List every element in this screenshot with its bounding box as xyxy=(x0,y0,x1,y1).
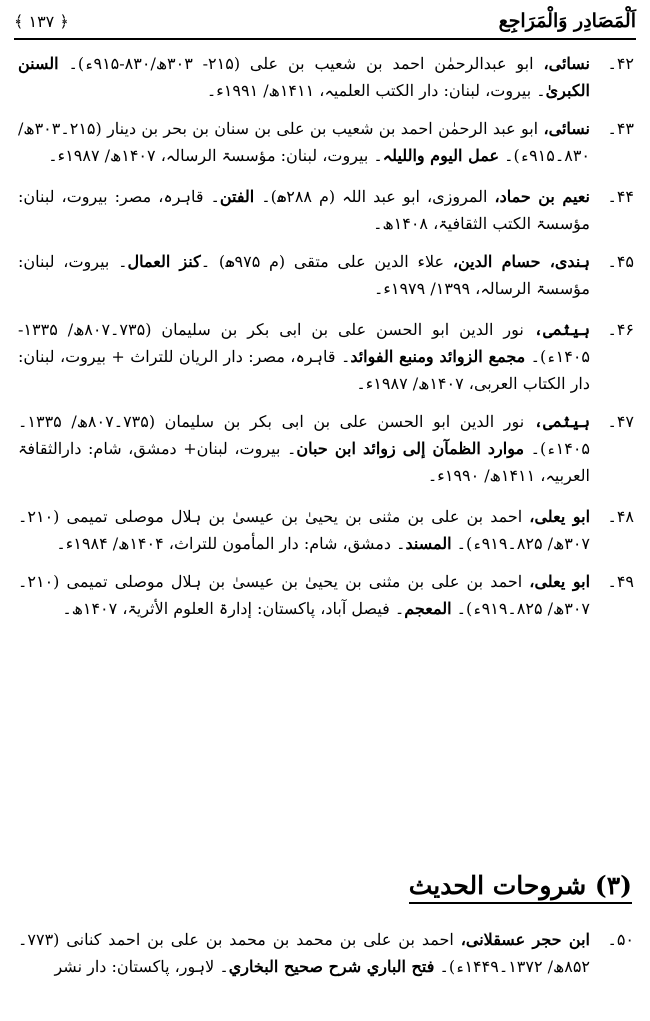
bibliography-entry xyxy=(18,183,634,237)
entry-number: ۴۷۔ xyxy=(607,412,634,431)
entry-publication: ۔ بیروت، لبنان: مؤسسۃ الرسالہ، ۱۴۰۷ھ/ ۱۹۸۷ء۔ xyxy=(48,146,383,165)
bibliography-entry xyxy=(18,115,634,169)
entry-author: ہندی، حسام الدین، xyxy=(452,252,591,271)
entry-details: احمد بن علی بن مثنی بن یحییٰ بن عیسیٰ بن ہلال موصلی تمیمی (۲۱۰۔۳۰۷ھ/ ۸۲۵۔۹۱۹ء)۔ xyxy=(18,572,590,618)
entry-number: ۴۵۔ xyxy=(607,252,634,271)
entry-number: ۴۲۔ xyxy=(607,54,634,73)
bibliography-entry xyxy=(18,926,634,980)
entry-publication: ۔ لاہور، پاکستان: دار نشر xyxy=(54,957,229,976)
entry-publication: ۔ بیروت، لبنان+ دمشق، شام: دارالثقافۃ العربیہ، ۱۴۱۱ھ/ ۱۹۹۰ء۔ xyxy=(18,439,590,485)
entry-work-title: السنن الکبریٰ xyxy=(18,54,590,100)
entry-number: ۴۳۔ xyxy=(607,119,634,138)
entry-author: نسائی، xyxy=(543,119,590,138)
entry-number: ۴۴۔ xyxy=(607,187,634,206)
entry-details: نور الدین ابو الحسن علی بن ابی بکر بن سلیمان (۷۳۵۔۸۰۷ھ/ ۱۳۳۵۔ ۱۴۰۵ء)۔ xyxy=(18,412,591,458)
entry-author: ہیثمی، xyxy=(533,412,591,431)
entry-text xyxy=(18,568,590,622)
bibliography-list xyxy=(18,50,634,633)
entry-author: ابو یعلی، xyxy=(529,507,591,526)
entry-text xyxy=(18,503,590,557)
bibliography-list-section xyxy=(18,926,634,991)
entry-publication: ۔ بیروت، لبنان: مؤسسۃ الرسالہ، ۱۳۹۹/ ۱۹۷۹ء۔ xyxy=(18,252,590,298)
entry-work-title: فتح الباري شرح صحیح البخاري xyxy=(228,957,435,976)
bibliography-entry xyxy=(18,503,634,557)
entry-details: المروزی، ابو عبد اللہ (م ۲۸۸ھ)۔ xyxy=(254,187,495,206)
entry-number: ۴۹۔ xyxy=(607,572,634,591)
header-title: اَلْمَصَادِر وَالْمَرَاجِع xyxy=(498,10,636,32)
entry-details: ابو عبد الرحمٰن احمد بن شعیب بن علی بن سنان بن بحر بن دینار (۲۱۵۔۳۰۳ھ/ ۸۳۰۔۹۱۵ء)۔ xyxy=(18,119,590,165)
entry-details: ابو عبدالرحمٰن احمد بن شعیب بن علی (۲۱۵- ۳۰۳ھ/۸۳۰-۹۱۵ء)۔ xyxy=(58,54,544,73)
entry-text xyxy=(18,248,590,302)
entry-details: علاء الدین علی متقی (م ۹۷۵ھ) ۔ xyxy=(200,252,453,271)
bibliography-entry xyxy=(18,316,634,397)
entry-text xyxy=(18,183,590,237)
bibliography-entry xyxy=(18,408,634,489)
entry-publication: ۔ فیصل آباد، پاکستان: إدارۃ العلوم الأثریۃ، ۱۴۰۷ھ۔ xyxy=(62,599,405,618)
entry-work-title: الفتن xyxy=(219,187,255,206)
bibliography-entry xyxy=(18,50,634,104)
entry-work-title: مجمع الزوائد ومنبع الفوائد xyxy=(350,347,526,366)
entry-details: احمد بن علی بن محمد بن محمد بن علی بن احمد کنانی (۷۷۳۔۸۵۲ھ/ ۱۳۷۲۔۱۴۴۹ء)۔ xyxy=(18,930,590,976)
entry-work-title: المعجم xyxy=(404,599,452,618)
header-rule xyxy=(14,38,636,40)
entry-text xyxy=(18,408,590,489)
entry-publication: ۔ قاہرہ، مصر: دار الریان للتراث + بیروت، لبنان: دار الکتاب العربی، ۱۴۰۷ھ/ ۱۹۸۷ء۔ xyxy=(18,347,590,393)
entry-work-title: کنز العمال xyxy=(127,252,201,271)
entry-work-title: موارد الظمآن إلی زوائد ابن حبان xyxy=(296,439,525,458)
entry-author: ابن حجر عسقلانی، xyxy=(460,930,590,949)
entry-work-title: عمل الیوم واللیلہ xyxy=(382,146,499,165)
page-number: ﴿ ١٣٧ ﴾ xyxy=(14,11,69,31)
bibliography-entry xyxy=(18,568,634,622)
entry-author: ابو یعلی، xyxy=(529,572,591,591)
section-heading: (۳) شروحات الحدیث xyxy=(409,871,632,904)
entry-details: نور الدین ابو الحسن علی بن ابی بکر بن سلیمان (۷۳۵۔۸۰۷ھ/ ۱۳۳۵- ۱۴۰۵ء)۔ xyxy=(18,320,591,366)
entry-work-title: المسند xyxy=(405,534,452,553)
entry-number: ۵۰۔ xyxy=(607,930,634,949)
entry-author: نعیم بن حماد، xyxy=(494,187,590,206)
entry-publication: ۔ قاہرہ، مصر: بیروت، لبنان: مؤسسۃ الکتب الثقافیۃ، ۱۴۰۸ھ۔ xyxy=(18,187,590,233)
page-header xyxy=(14,8,636,34)
entry-publication: ۔ بیروت، لبنان: دار الکتب العلمیہ، ۱۴۱۱ھ/ ۱۹۹۱ء۔ xyxy=(206,81,546,100)
bibliography-entry xyxy=(18,248,634,302)
entry-text xyxy=(18,316,590,397)
entry-text xyxy=(18,50,590,104)
entry-details: احمد بن علی بن مثنی بن یحییٰ بن عیسیٰ بن ہلال موصلی تمیمی (۲۱۰۔۳۰۷ھ/ ۸۲۵۔۹۱۹ء)۔ xyxy=(18,507,590,553)
entry-text xyxy=(18,926,590,980)
entry-author: ہیثمی، xyxy=(533,320,591,339)
entry-text xyxy=(18,115,590,169)
entry-publication: ۔ دمشق، شام: دار المأمون للتراث، ۱۴۰۴ھ/ ۱۹۸۴ء۔ xyxy=(56,534,406,553)
entry-number: ۴۸۔ xyxy=(607,507,634,526)
entry-author: نسائی، xyxy=(543,54,590,73)
entry-number: ۴۶۔ xyxy=(607,320,634,339)
